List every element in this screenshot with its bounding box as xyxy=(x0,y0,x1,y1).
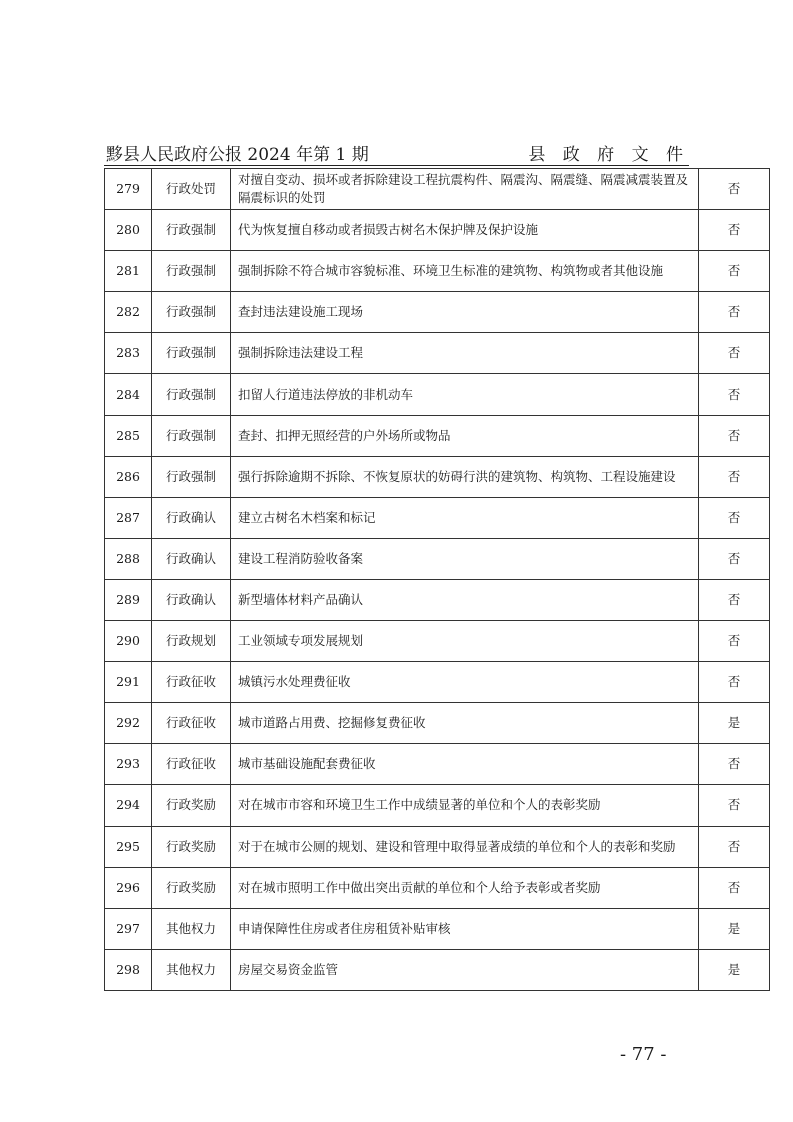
table-row xyxy=(105,744,770,785)
flag-cell: 否 xyxy=(699,456,770,497)
flag-cell: 否 xyxy=(699,538,770,579)
table-row xyxy=(105,497,770,538)
item-name: 申请保障性住房或者住房租赁补贴审核 xyxy=(231,908,699,949)
power-type: 行政确认 xyxy=(152,579,231,620)
row-number: 295 xyxy=(105,826,152,867)
item-name: 强制拆除违法建设工程 xyxy=(231,333,699,374)
item-name: 城市基础设施配套费征收 xyxy=(231,744,699,785)
flag-cell: 是 xyxy=(699,949,770,990)
power-type: 其他权力 xyxy=(152,908,231,949)
flag-cell: 否 xyxy=(699,415,770,456)
power-type: 行政确认 xyxy=(152,497,231,538)
table-row xyxy=(105,785,770,826)
flag-cell: 否 xyxy=(699,374,770,415)
row-number: 280 xyxy=(105,210,152,251)
power-type: 行政征收 xyxy=(152,662,231,703)
power-type: 行政强制 xyxy=(152,333,231,374)
item-name: 城市道路占用费、挖掘修复费征收 xyxy=(231,703,699,744)
table-row xyxy=(105,867,770,908)
flag-cell: 否 xyxy=(699,744,770,785)
row-number: 294 xyxy=(105,785,152,826)
row-number: 290 xyxy=(105,621,152,662)
row-number: 298 xyxy=(105,949,152,990)
flag-cell: 否 xyxy=(699,785,770,826)
flag-cell: 否 xyxy=(699,621,770,662)
row-number: 285 xyxy=(105,415,152,456)
table-row xyxy=(105,333,770,374)
flag-cell: 是 xyxy=(699,908,770,949)
item-name: 对在城市市容和环境卫生工作中成绩显著的单位和个人的表彰奖励 xyxy=(231,785,699,826)
item-name: 建设工程消防验收备案 xyxy=(231,538,699,579)
flag-cell: 否 xyxy=(699,169,770,210)
row-number: 283 xyxy=(105,333,152,374)
flag-cell: 否 xyxy=(699,333,770,374)
flag-cell: 否 xyxy=(699,292,770,333)
table-row xyxy=(105,210,770,251)
row-number: 288 xyxy=(105,538,152,579)
flag-cell: 否 xyxy=(699,497,770,538)
power-type: 行政奖励 xyxy=(152,826,231,867)
table-row xyxy=(105,703,770,744)
item-name: 代为恢复擅自移动或者损毁古树名木保护牌及保护设施 xyxy=(231,210,699,251)
row-number: 281 xyxy=(105,251,152,292)
power-type: 行政奖励 xyxy=(152,867,231,908)
power-type: 行政强制 xyxy=(152,456,231,497)
power-type: 行政征收 xyxy=(152,744,231,785)
table-row xyxy=(105,579,770,620)
row-number: 296 xyxy=(105,867,152,908)
row-number: 291 xyxy=(105,662,152,703)
power-type: 行政奖励 xyxy=(152,785,231,826)
power-type: 行政强制 xyxy=(152,374,231,415)
publication-title: 黟县人民政府公报 2024 年第 1 期 xyxy=(106,145,369,165)
row-number: 282 xyxy=(105,292,152,333)
header-rule xyxy=(104,165,689,166)
item-name: 城镇污水处理费征收 xyxy=(231,662,699,703)
item-name: 强制拆除不符合城市容貌标准、环境卫生标准的建筑物、构筑物或者其他设施 xyxy=(231,251,699,292)
power-type: 行政强制 xyxy=(152,251,231,292)
table-row xyxy=(105,456,770,497)
table-row xyxy=(105,908,770,949)
power-type: 行政处罚 xyxy=(152,169,231,210)
item-name: 强行拆除逾期不拆除、不恢复原状的妨碍行洪的建筑物、构筑物、工程设施建设 xyxy=(231,456,699,497)
power-type: 行政强制 xyxy=(152,292,231,333)
flag-cell: 否 xyxy=(699,579,770,620)
flag-cell: 否 xyxy=(699,210,770,251)
power-type: 其他权力 xyxy=(152,949,231,990)
item-name: 查封违法建设施工现场 xyxy=(231,292,699,333)
row-number: 287 xyxy=(105,497,152,538)
power-type: 行政强制 xyxy=(152,415,231,456)
row-number: 279 xyxy=(105,169,152,210)
row-number: 289 xyxy=(105,579,152,620)
flag-cell: 否 xyxy=(699,867,770,908)
page-number: - 77 - xyxy=(620,1044,667,1065)
table-row xyxy=(105,949,770,990)
power-list-table xyxy=(104,168,770,991)
section-title: 县 政 府 文 件 xyxy=(528,145,689,165)
row-number: 292 xyxy=(105,703,152,744)
power-type: 行政征收 xyxy=(152,703,231,744)
table-row xyxy=(105,662,770,703)
item-name: 新型墙体材料产品确认 xyxy=(231,579,699,620)
item-name: 对擅自变动、损坏或者拆除建设工程抗震构件、隔震沟、隔震缝、隔震减震装置及隔震标识的处罚 xyxy=(231,169,699,210)
table-row xyxy=(105,292,770,333)
power-type: 行政确认 xyxy=(152,538,231,579)
flag-cell: 否 xyxy=(699,251,770,292)
item-name: 工业领域专项发展规划 xyxy=(231,621,699,662)
item-name: 对在城市照明工作中做出突出贡献的单位和个人给予表彰或者奖励 xyxy=(231,867,699,908)
row-number: 293 xyxy=(105,744,152,785)
table-row xyxy=(105,826,770,867)
table-row xyxy=(105,251,770,292)
power-type: 行政规划 xyxy=(152,621,231,662)
table-row xyxy=(105,169,770,210)
item-name: 查封、扣押无照经营的户外场所或物品 xyxy=(231,415,699,456)
flag-cell: 是 xyxy=(699,703,770,744)
item-name: 扣留人行道违法停放的非机动车 xyxy=(231,374,699,415)
item-name: 建立古树名木档案和标记 xyxy=(231,497,699,538)
table-row xyxy=(105,374,770,415)
item-name: 房屋交易资金监管 xyxy=(231,949,699,990)
flag-cell: 否 xyxy=(699,662,770,703)
table-row xyxy=(105,415,770,456)
row-number: 297 xyxy=(105,908,152,949)
table-row xyxy=(105,538,770,579)
table-row xyxy=(105,621,770,662)
flag-cell: 否 xyxy=(699,826,770,867)
row-number: 284 xyxy=(105,374,152,415)
item-name: 对于在城市公厕的规划、建设和管理中取得显著成绩的单位和个人的表彰和奖励 xyxy=(231,826,699,867)
row-number: 286 xyxy=(105,456,152,497)
power-type: 行政强制 xyxy=(152,210,231,251)
